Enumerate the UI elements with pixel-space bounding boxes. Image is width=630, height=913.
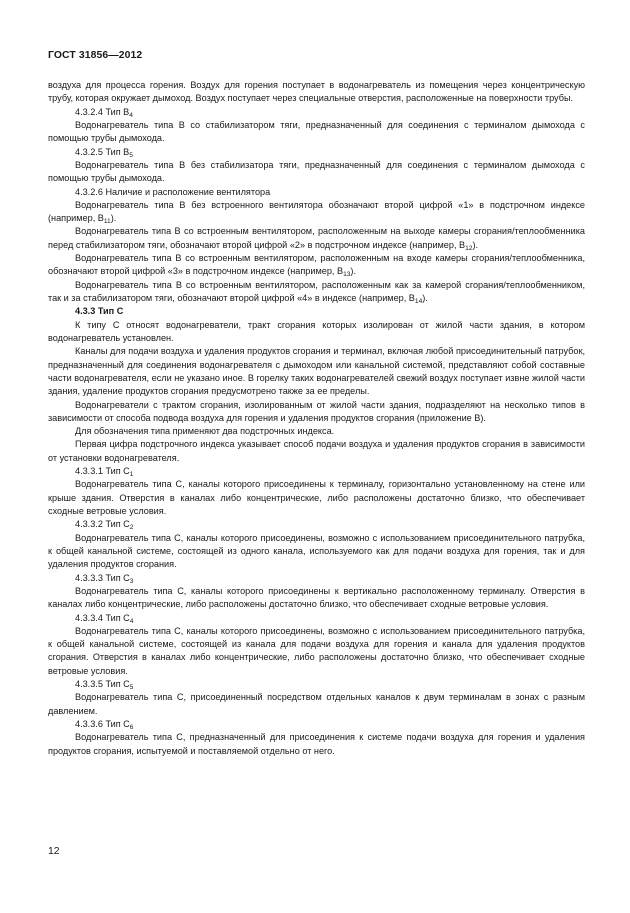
section-heading — [48, 305, 585, 318]
subscript-index: 1 — [129, 471, 134, 479]
paragraph-text-tail: ). — [110, 213, 117, 224]
paragraph-text-tail: ). — [422, 293, 428, 303]
subscript-index: 3 — [129, 577, 134, 585]
document-body — [48, 79, 585, 758]
paragraph-text: 4.3.3.5 Тип C — [75, 679, 130, 690]
paragraph — [48, 625, 585, 678]
paragraph-text: 4.3.3.3 Тип C — [75, 572, 130, 583]
paragraph-text: 4.3.3.2 Тип C — [75, 519, 130, 530]
paragraph — [48, 319, 585, 346]
subscript-index: 6 — [129, 724, 134, 731]
paragraph-text: Водонагреватель типа С, каналы которого присоединены, возможно с использованием присоединительного патрубка, к общей канальной системе, состоящей из канала для подачи воздуха для горения и канала для удаления продуктов сгорания. Отверстия в каналах либо концентрические, либо расположены достаточно близко, что обеспечивает сходные ветровые условия. — [48, 625, 585, 676]
paragraph-text: Водонагреватель типа В со встроенным вентилятором, расположенным как за камерой сгорания/теплообменником, так и за стабилизатором тяги, обозначают второй цифрой «4» в индексе (например, B — [48, 279, 585, 303]
paragraph-text: Водонагреватели с трактом сгорания, изолированным от жилой части здания, подразделяют на несколько типов в зависимости от способа подвода воздуха для горения и удаления продуктов сгорания (приложение В). — [48, 399, 585, 423]
paragraph — [48, 478, 585, 518]
paragraph-text: Водонагреватель типа С, каналы которого присоединены к вертикально расположенному терминалу. Отверстия в каналах либо концентрические, либо расположены достаточно близко, что обеспечивает сходные ветровые условия. — [48, 585, 585, 610]
paragraph-text: Водонагреватель типа В со встроенным вентилятором, расположенным на выходе камеры сгорания/теплообменника перед стабилизатором тяги, обозначают второй цифрой «2» в подстрочном индексе (например, B — [48, 226, 585, 250]
paragraph-text: 4.3.2.6 Наличие и расположение вентилятора — [75, 186, 271, 197]
paragraph-text-tail: ). — [472, 239, 479, 250]
paragraph-text: Водонагреватель типа С, каналы которого присоединены, возможно с использованием присоединительного патрубка, к общей канальной системе, состоящей из одного канала, используемого как для подачи воздуха для горения, так и для удаления продуктов сгорания. — [48, 532, 585, 570]
paragraph — [48, 465, 585, 478]
paragraph — [48, 119, 585, 146]
paragraph-text: Водонагреватель типа С, каналы которого присоединены к терминалу, горизонтально установленному на стене или крыше здания. Отверстия в каналах либо концентрические, либо расположены достаточно близко, что обеспечивает сходные ветровые условия. — [48, 479, 585, 516]
subscript-index: 4 — [129, 111, 133, 119]
paragraph — [48, 199, 585, 226]
paragraph-text: 4.3.3.6 Тип C — [75, 719, 130, 729]
paragraph — [48, 585, 585, 612]
paragraph — [48, 572, 585, 585]
paragraph-text: Водонагреватель типа В без встроенного вентилятора обозначают второй цифрой «1» в подстрочном индексе (например, B — [48, 199, 585, 224]
paragraph-text: Для обозначения типа применяют два подстрочных индекса. — [75, 426, 335, 437]
paragraph-text: Водонагреватель типа С, присоединенный посредством отдельных каналов к двум терминалам в зонах с разным давлением. — [48, 692, 585, 716]
paragraph-text: Водонагреватель типа В со встроенным вентилятором, расположенным на входе камеры сгорания/теплообменника, обозначают второй цифрой «3» в подстрочном индексе (например, B — [48, 253, 585, 277]
subscript-index: 2 — [129, 524, 134, 532]
paragraph — [48, 345, 585, 398]
paragraph — [48, 678, 585, 691]
paragraph-text: воздуха для процесса горения. Воздух для горения поступает в водонагреватель из помещения через концентрическую трубу, которая окружает дымоход. Воздух поступает через специальные отверстия, расположенные на поверхности трубы. — [48, 80, 585, 104]
paragraph-text: 4.3.3.4 Тип C — [75, 612, 130, 623]
paragraph-text: 4.3.3 Тип С — [75, 306, 124, 317]
subscript-index: 5 — [129, 151, 133, 159]
paragraph-text: К типу С относят водонагреватели, тракт сгорания которых изолирован от жилой части здания, в котором водонагреватель установлен. — [48, 319, 585, 343]
paragraph-text: Первая цифра подстрочного индекса указывает способ подачи воздуха и удаления продуктов сгорания в зависимости от установки водонагревателя. — [48, 439, 585, 463]
paragraph — [48, 425, 585, 438]
paragraph — [48, 731, 585, 758]
document-header: ГОСТ 31856—2012 — [48, 50, 143, 61]
paragraph-text: 4.3.2.4 Тип B — [75, 106, 130, 117]
paragraph — [48, 399, 585, 426]
paragraph — [48, 438, 585, 465]
paragraph — [48, 159, 585, 186]
paragraph — [48, 612, 585, 625]
subscript-index: 13 — [343, 271, 351, 279]
paragraph — [48, 518, 585, 531]
paragraph — [48, 106, 585, 119]
paragraph-text: Каналы для подачи воздуха и удаления продуктов сгорания и терминал, включая любой присоединительный патрубок, предназначенный для соединения водонагревателя с дымоходом или канальной системой, представляют собой составные части водонагревателя, если не указано иное. В горелку таких водонагревателей свежий воздух поступает извне жилой части здания, удаление продуктов сгорания предусмотрено также за ее пределы. — [48, 346, 585, 397]
subscript-index: 4 — [129, 617, 134, 625]
paragraph — [48, 532, 585, 572]
subscript-index: 12 — [465, 244, 473, 252]
paragraph — [48, 718, 585, 731]
paragraph-text-tail: ). — [350, 266, 356, 277]
subscript-index: 5 — [129, 684, 134, 692]
paragraph-text: Водонагреватель типа В со стабилизатором тяги, предназначенный для соединения с терминалом дымохода с помощью трубы дымохода. — [48, 119, 585, 144]
paragraph-text: Водонагреватель типа С, предназначенный для присоединения к системе подачи воздуха для горения и удаления продуктов сгорания, испытуемой и поставляемой отдельно от него. — [48, 732, 585, 756]
paragraph — [48, 279, 585, 306]
paragraph-text: Водонагреватель типа В без стабилизатора тяги, предназначенный для соединения с терминалом дымохода с помощью трубы дымохода. — [48, 159, 585, 184]
page-number: 12 — [48, 846, 60, 857]
paragraph — [48, 146, 585, 159]
subscript-index: 11 — [103, 218, 111, 226]
paragraph — [48, 79, 585, 106]
paragraph — [48, 186, 585, 199]
paragraph — [48, 225, 585, 252]
paragraph — [48, 252, 585, 279]
subscript-index: 14 — [414, 298, 423, 305]
paragraph — [48, 691, 585, 718]
paragraph-text: 4.3.2.5 Тип B — [75, 146, 130, 157]
paragraph-text: 4.3.3.1 Тип C — [75, 466, 130, 477]
